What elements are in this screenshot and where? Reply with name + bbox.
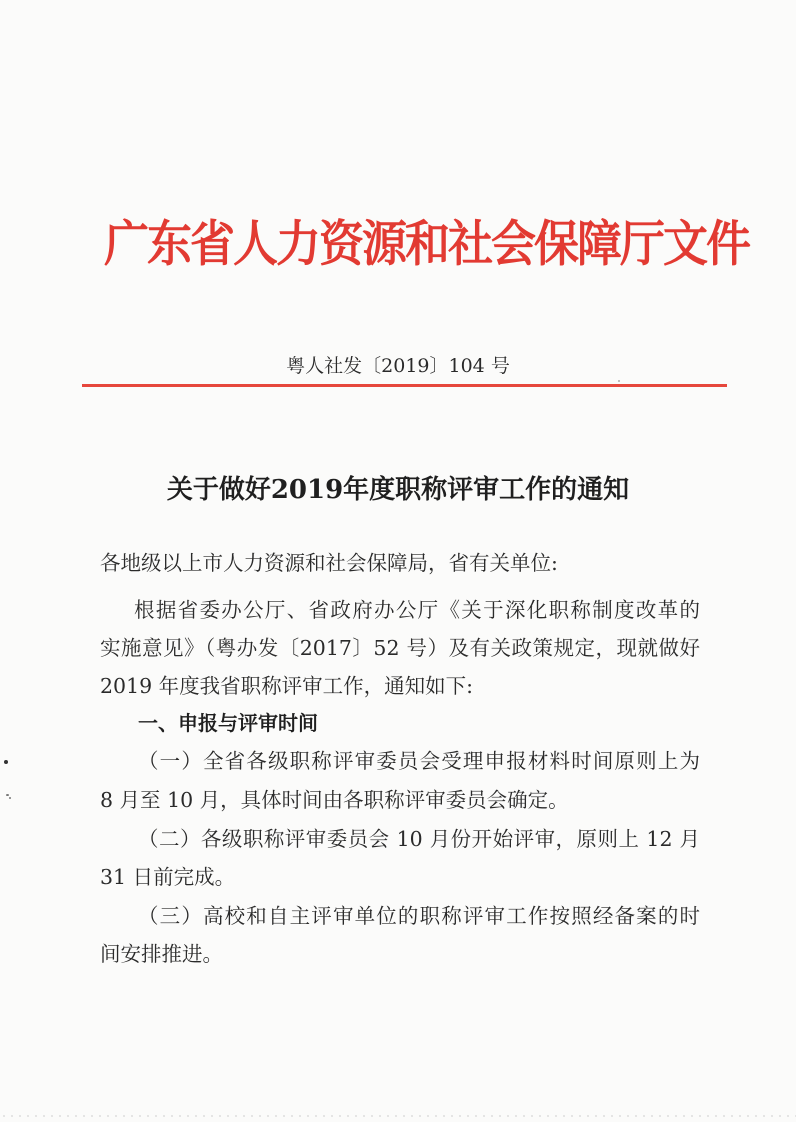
- paragraph-line: 8 月至 10 月，具体时间由各职称评审委员会确定。: [100, 788, 569, 812]
- paragraph-line: 根据省委办公厅、省政府办公厅《关于深化职称制度改革的: [134, 598, 700, 622]
- paragraph-line: 31 日前完成。: [100, 865, 236, 889]
- issuer-red-header: 广东省人力资源和社会保障厅文件: [104, 215, 750, 273]
- scan-speck: [9, 797, 11, 799]
- paragraph-line: （三）高校和自主评审单位的职称评审工作按照经备案的时: [138, 904, 700, 928]
- document-number: 粤人社发〔2019〕104 号: [286, 355, 510, 377]
- scan-speck: [6, 794, 9, 796]
- paragraph-line: 实施意见》（粤办发〔2017〕52 号）及有关政策规定，现就做好: [100, 636, 700, 660]
- red-divider-line: [82, 384, 727, 387]
- scan-speck: [4, 760, 8, 764]
- notice-title: 关于做好2019年度职称评审工作的通知: [166, 475, 630, 505]
- paragraph-line: 间安排推进。: [100, 942, 223, 966]
- section-heading: 一、申报与评审时间: [138, 711, 318, 735]
- paragraph-line: （一）全省各级职称评审委员会受理申报材料时间原则上为: [138, 749, 700, 773]
- addressee-line: 各地级以上市人力资源和社会保障局，省有关单位:: [100, 551, 558, 575]
- paragraph-line: （二）各级职称评审委员会 10 月份开始评审，原则上 12 月: [138, 827, 700, 851]
- scan-edge-dots: [0, 1114, 796, 1118]
- scan-speck: [618, 380, 620, 382]
- paragraph-line: 2019 年度我省职称评审工作，通知如下:: [100, 674, 474, 698]
